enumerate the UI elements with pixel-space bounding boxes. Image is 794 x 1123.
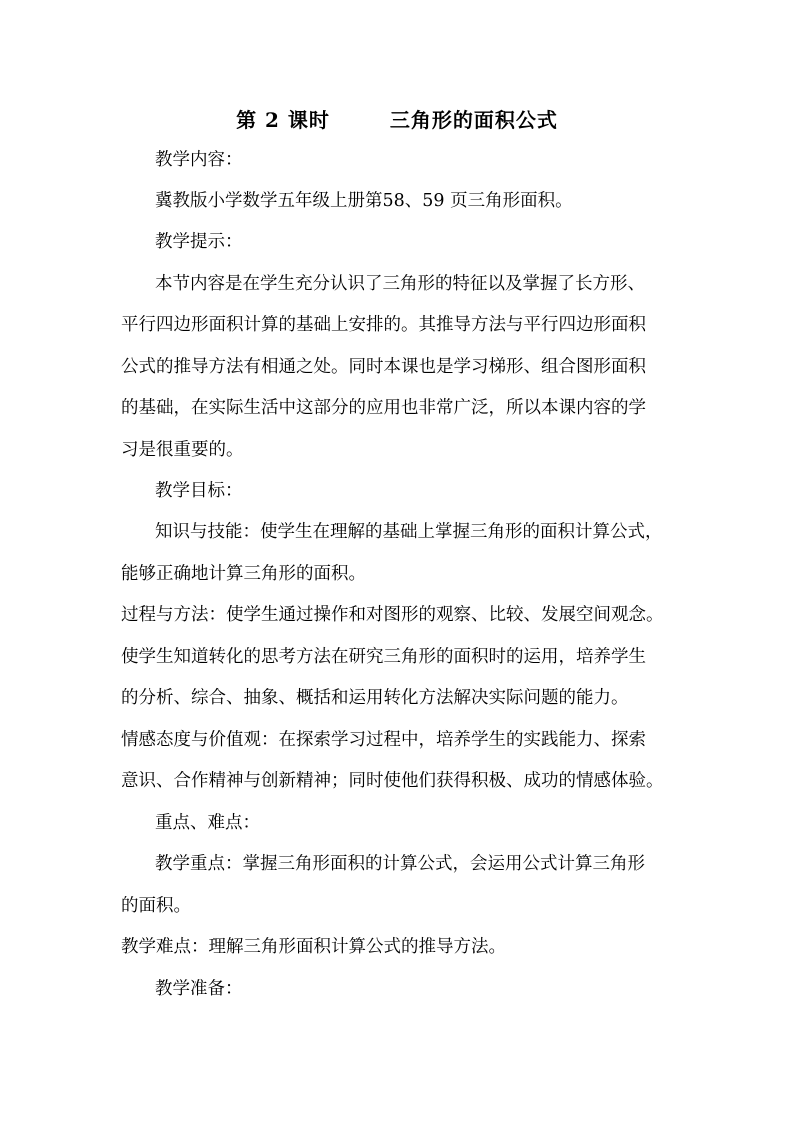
- lesson-topic: 三角形的面积公式: [389, 108, 558, 132]
- key-heading: 重点、难点：: [155, 813, 260, 833]
- hint-line: 公式的推导方法有相通之处。同时本课也是学习梯形、组合图形面积: [121, 357, 646, 377]
- key-line: 教学难点：理解三角形面积计算公式的推导方法。: [121, 937, 506, 957]
- goal-line: 过程与方法：使学生通过操作和对图形的观察、比较、发展空间观念。: [121, 605, 664, 625]
- content-text: 冀教版小学数学五年级上册第58、59 页三角形面积。: [155, 191, 573, 211]
- hint-line: 本节内容是在学生充分认识了三角形的特征以及掌握了长方形、: [155, 274, 645, 294]
- goal-heading: 教学目标：: [155, 481, 243, 501]
- content-heading: 教学内容：: [155, 150, 243, 170]
- hint-line: 的基础，在实际生活中这部分的应用也非常广泛，所以本课内容的学: [121, 398, 646, 418]
- goal-line: 使学生知道转化的思考方法在研究三角形的面积时的运用，培养学生: [121, 647, 646, 667]
- hint-line: 习是很重要的。: [121, 440, 244, 460]
- goal-line: 的分析、综合、抽象、概括和运用转化方法解决实际问题的能力。: [121, 688, 629, 708]
- goal-line: 知识与技能：使学生在理解的基础上掌握三角形的面积计算公式，: [155, 522, 663, 542]
- prep-heading: 教学准备：: [155, 979, 243, 999]
- goal-line: 情感态度与价值观：在探索学习过程中，培养学生的实践能力、探索: [121, 730, 646, 750]
- page-title: [0, 104, 794, 133]
- hint-heading: 教学提示：: [155, 232, 243, 252]
- goal-line: 意识、合作精神与创新精神；同时使他们获得积极、成功的情感体验。: [121, 771, 664, 791]
- hint-line: 平行四边形面积计算的基础上安排的。其推导方法与平行四边形面积: [121, 315, 646, 335]
- key-line: 的面积。: [121, 896, 191, 916]
- lesson-number: 第 2 课时: [236, 108, 330, 132]
- key-line: 教学重点：掌握三角形面积的计算公式，会运用公式计算三角形: [155, 854, 645, 874]
- goal-line: 能够正确地计算三角形的面积。: [121, 564, 366, 584]
